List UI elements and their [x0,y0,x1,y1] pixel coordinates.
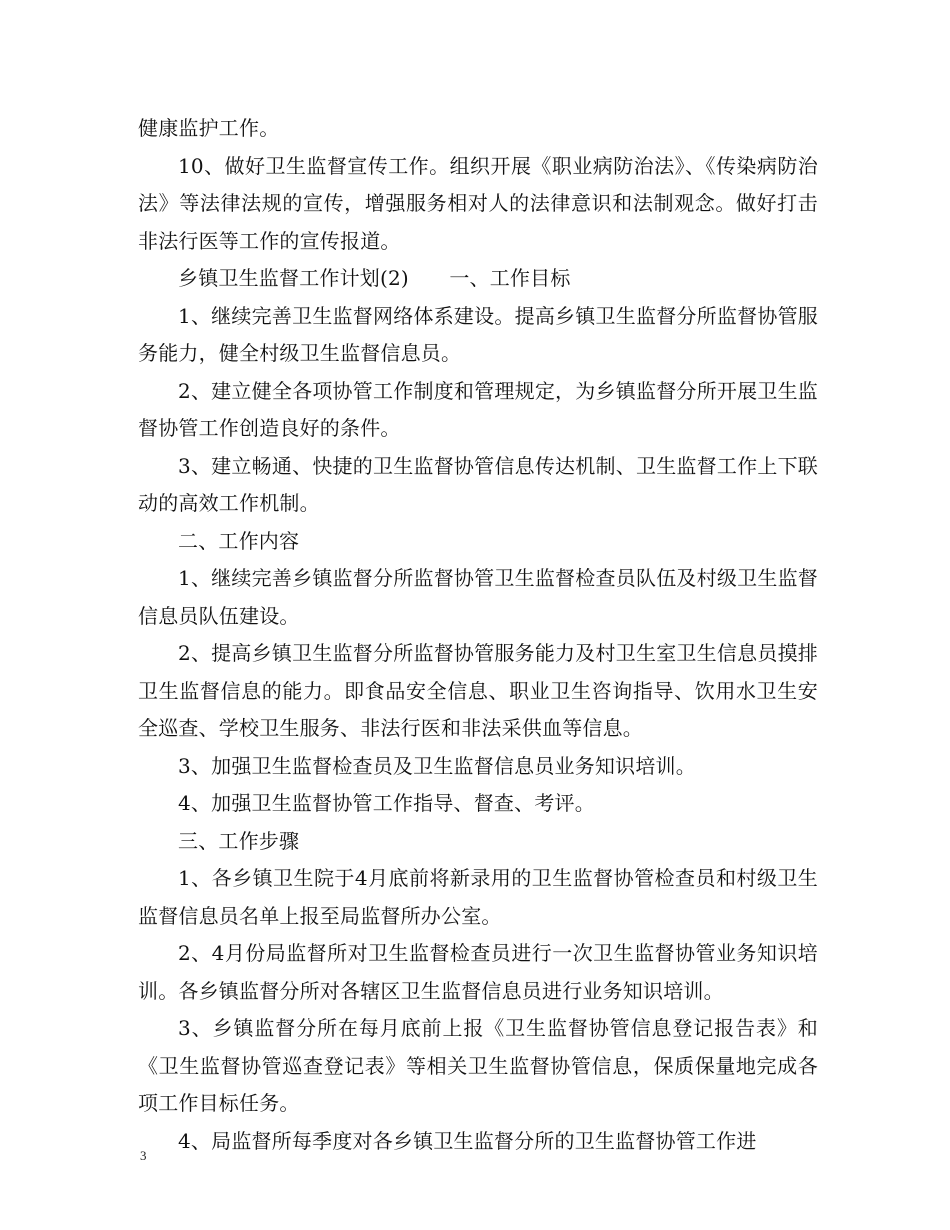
paragraph: 1、继续完善卫生监督网络体系建设。提高乡镇卫生监督分所监督协管服务能力，健全村级卫生监督信息员。 [138,303,818,365]
paragraph: 1、各乡镇卫生院于4月底前将新录用的卫生监督协管检查员和村级卫生监督信息员名单上报至局监督所办公室。 [138,866,818,928]
section-heading: 三、工作步骤 [178,828,300,853]
paragraph: 3、建立畅通、快捷的卫生监督协管信息传达机制、卫生监督工作上下联动的高效工作机制。 [138,453,818,515]
paragraph: 10、做好卫生监督宣传工作。组织开展《职业病防治法》、《传染病防治法》等法律法规的宣传，增强服务相对人的法律意识和法制观念。做好打击非法行医等工作的宣传报道。 [138,153,818,253]
page-number: 3 [140,1148,147,1163]
paragraph: 3、乡镇监督分所在每月底前上报《卫生监督协管信息登记报告表》和《卫生监督协管巡查登记表》等相关卫生监督协管信息，保质保量地完成各项工作目标任务。 [138,1016,818,1115]
paragraph: 健康监护工作。 [138,116,280,140]
paragraph: 1、继续完善乡镇监督分所监督协管卫生监督检查员队伍及村级卫生监督信息员队伍建设。 [138,566,818,628]
paragraph: 2、提高乡镇卫生监督分所监督协管服务能力及村卫生室卫生信息员摸排卫生监督信息的能力。即食品安全信息、职业卫生咨询指导、饮用水卫生安全巡查、学校卫生服务、非法行医和非法采供血等信息。 [138,641,818,740]
plan-section-heading: 乡镇卫生监督工作计划(2) 一、工作目标 [178,266,571,290]
paragraph: 2、4月份局监督所对卫生监督检查员进行一次卫生监督协管业务知识培训。各乡镇监督分所对各辖区卫生监督信息员进行业务知识培训。 [138,941,818,1003]
paragraph: 2、建立健全各项协管工作制度和管理规定，为乡镇监督分所开展卫生监督协管工作创造良好的条件。 [138,378,818,440]
paragraph: 3、加强卫生监督检查员及卫生监督信息员业务知识培训。 [178,753,696,778]
document-body [138,110,818,1160]
paragraph: 4、加强卫生监督协管工作指导、督查、考评。 [178,791,595,815]
paragraph: 4、局监督所每季度对各乡镇卫生监督分所的卫生监督协管工作进 [178,1128,757,1153]
section-heading: 二、工作内容 [178,528,300,553]
